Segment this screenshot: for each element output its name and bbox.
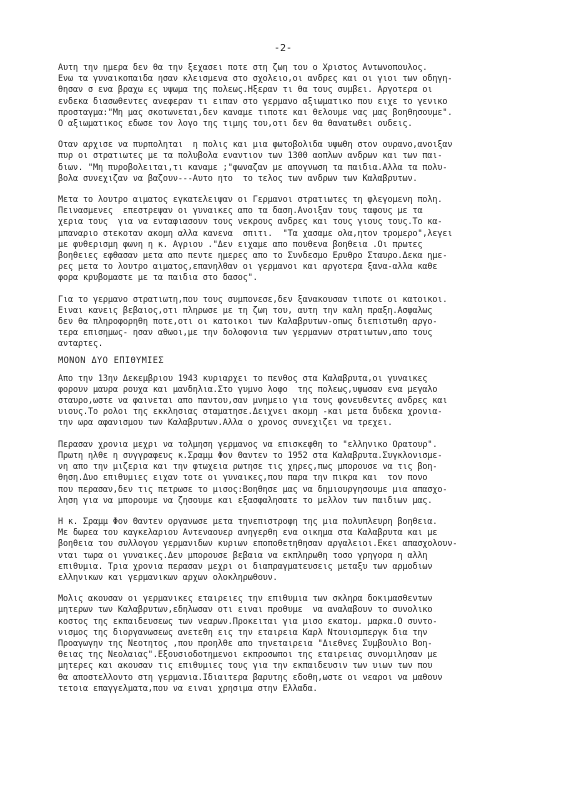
- section-heading: ΜΟΝΟΝ ΔΥΟ ΕΠΙΘΥΜΙΕΣ: [58, 355, 164, 366]
- paragraph: Για το γερμανο στρατιωτη,που τους συμπονεσε,δεν ξανακουσαν τιποτε οι κατοικοι. Ειναι κανεις βεβαιος,οτι πληρωσε με τη ζωη του, αυτη την καλη πραξη.Ασφαλως δεν θα πληροφορηθη ποτε,οτι οι κατοικοι των Καλαβρυτων-οπως διεπιστωθη αργο- τερα επισημως- ησαν αθωοι,με την δολοφονια των γερμανων στρατιωτων,απο τους ανταρτες.: [58, 293, 448, 349]
- paragraph: Μολις ακουσαν οι γερμανικες εταιρειες την επιθυμια των σκληρα δοκιμασθεντων μητερων των Καλαβρυτων,εδηλωσαν οτι ειναι προθυμε να αναλαβουν το συνολικο κοστος της εκπαιδευσεως των νεαρων.Προκειται για μισο εκατομ. μαρκα.Ο συντο- νισμος της διοργανωσεως ανετεθη εις την εταιρεια Καρλ Ντουισμπεργκ δια την Προαγωγην της Νεοτητος ,που προηλθε απο τηνεταιρεια "Διεθνες Συμβουλιο Βοη- θειας της Νεολαιας".Εξουσιοδοτημενοι εκπροσωποι της εταιρειας συνομιλησαν με μητερες και ακουσαν τις επιθυμιες τους για την εκπαιδευσιν των υιων των που θα αποστελλοντο στη γερμανια.Ιδιαιτερα βαρυτης εδοθη,ωστε οι νεαροι να μαθουν τετοια επαγγελματα,που να ειναι χρησιμα στην Ελλαδα.: [58, 593, 443, 693]
- paragraph: Η κ. Σραμμ Φον Θαντεν οργανωσε μετα τηνεπιστροφη της μια πολυπλευρη βοηθεια. Με δωρεα του καγκελαριου Αντεναουερ ανηγερθη ενα οικημα στα Καλαβρυτα και με βοηθεια του συλλογου γερμανιδων κυριων εποποθετηθησαν αργαλειοι.Εκει απασχολουν- νται τωρα οι γυναικες.Δεν μπορουσε βεβαια να εκπληρωθη τοσο γρηγορα η αλλη επιθυμια. Τρια χρονια περασαν μεχρι οι διαπραγματευσεις μεταξυ των αρμοδιων ελληνικων και γερμανικων αρχων ολοκληρωθουν.: [58, 515, 458, 582]
- document-body: [58, 62, 530, 704]
- page-number: -2-: [273, 43, 293, 54]
- paragraph: Περασαν χρονια μεχρι να τολμηση γερμανος να επισκεφθη το "ελληνικο Ορατουρ". Πρωτη ηλθε η συγγραφευς κ.Σραμμ Φον Θαντεν το 1952 στα Καλαβρυτα.Συγκλονισμε- νη απο την μιζερια και την φτωχεια ρωτησε τις χηρες,πως μπορουσε να τις βοη- θηση.Δυο επιθυμιες ειχαν τοτε οι γυναικες,που παρα την πικρα και τον πονο που περασαν,δεν τις πετρωσε το μισος:Βοηθησε μας να δημιουργησουμε μια απασχο- ληση για να μπορουμε να ζησουμε και εξασφαλησατε το μελλον των παιδιων μας.: [58, 438, 448, 505]
- paragraph: Απο την 13ην Δεκεμβριου 1943 κυριαρχει το πενθος στα Καλαβρυτα,οι γυναικες φορουν μαυρα ρουχα και μανδηλια.Στο γυμνο λοφο της πολεως,υψωσαν ενα μεγαλο σταυρο,ωστε να φαινεται απο παντου,σαν μνημειο για τους φονευθεντες ανδρες και υιους.Το ρολοι της εκκλησιας σταματησε.Δειχνει ακομη -και μετα δυδεκα χρονια- την ωρα αφανισμου των Καλαβρυτων.Αλλα ο χρονος συνεχιζει να τρεχει.: [58, 372, 448, 428]
- paragraph: Οταν αρχισε να πυρποληται η πολις και μια φωτοβολιδα υψωθη στον ουρανο,ανοιξαν πυρ οι στρατιωτες με τα πολυβολα εναντιον των 1300 αοπλων ανδρων και των παι- διων. "Μη πυροβολειται,τι καναμε ;"φωναζαν με απογνωση τα παιδια.Αλλα τα πολυ- βολα συνεχιζαν να βαζουν---Αυτο ητο το τελος των ανδρων των Καλαβρυτων.: [58, 139, 453, 183]
- paragraph: Αυτη την ημερα δεν θα την ξεχασει ποτε στη ζωη του ο Χριστος Αντωνοπουλος. Ενω τα γυναικοπαιδα ησαν κλεισμενα στο σχολειο,οι ανδρες και οι γιοι των οδηγη- θησαν σ ενα βραχω ες υψωμα της πολεως.Ηξεραν τι θα τους συμβει. Αργοτερα οι ενδεκα διασωθεντες ανεφεραν τι ειπαν στο γερμανο αξιωματικο που ειχε το γενικο προσταγμα:"Μη μας σκοτωνεται,δεν καναμε τιποτε και θελουμε νας μας βοηθησουμε". Ο αξιωματικος εδωσε τον λογο της τιμης του,οτι δεν θα θανατωθει ουδεις.: [58, 62, 453, 129]
- paragraph: Μετα το λουτρο αιματος εγκατελειψαν οι Γερμανοι στρατιωτες τη φλεγομενη πολη. Πεινασμενες επεστρεψαν οι γυναικες απο τα δαση.Ανοιξαν τους ταφους με τα χερια τους για να ενταφιασουν τους νεκρους ανδρες και τους γιους τους.Το κα- μπαναριο στεκοταν ακομη αλλα κανενα σπιτι. "Τα χασαμε ολα,ητον τρομερο",λεγει με φυθερισμη φωνη η κ. Αγριου ."Δεν ειχαμε απο πουθενα βοηθεια .Οι πρωτες βοηθειες εφθασαν μετα απο πεντε ημερες απο το Συνδεσμο Ερυθρο Σταυρο.Δεκα ημε- ρες μετα το λουτρο αιματος,επανηλθαν οι γερμανοι και αργοτερα ξανα-αλλα καθε φορα κρυβομαστε με τα παιδια στο δασος".: [58, 194, 453, 283]
